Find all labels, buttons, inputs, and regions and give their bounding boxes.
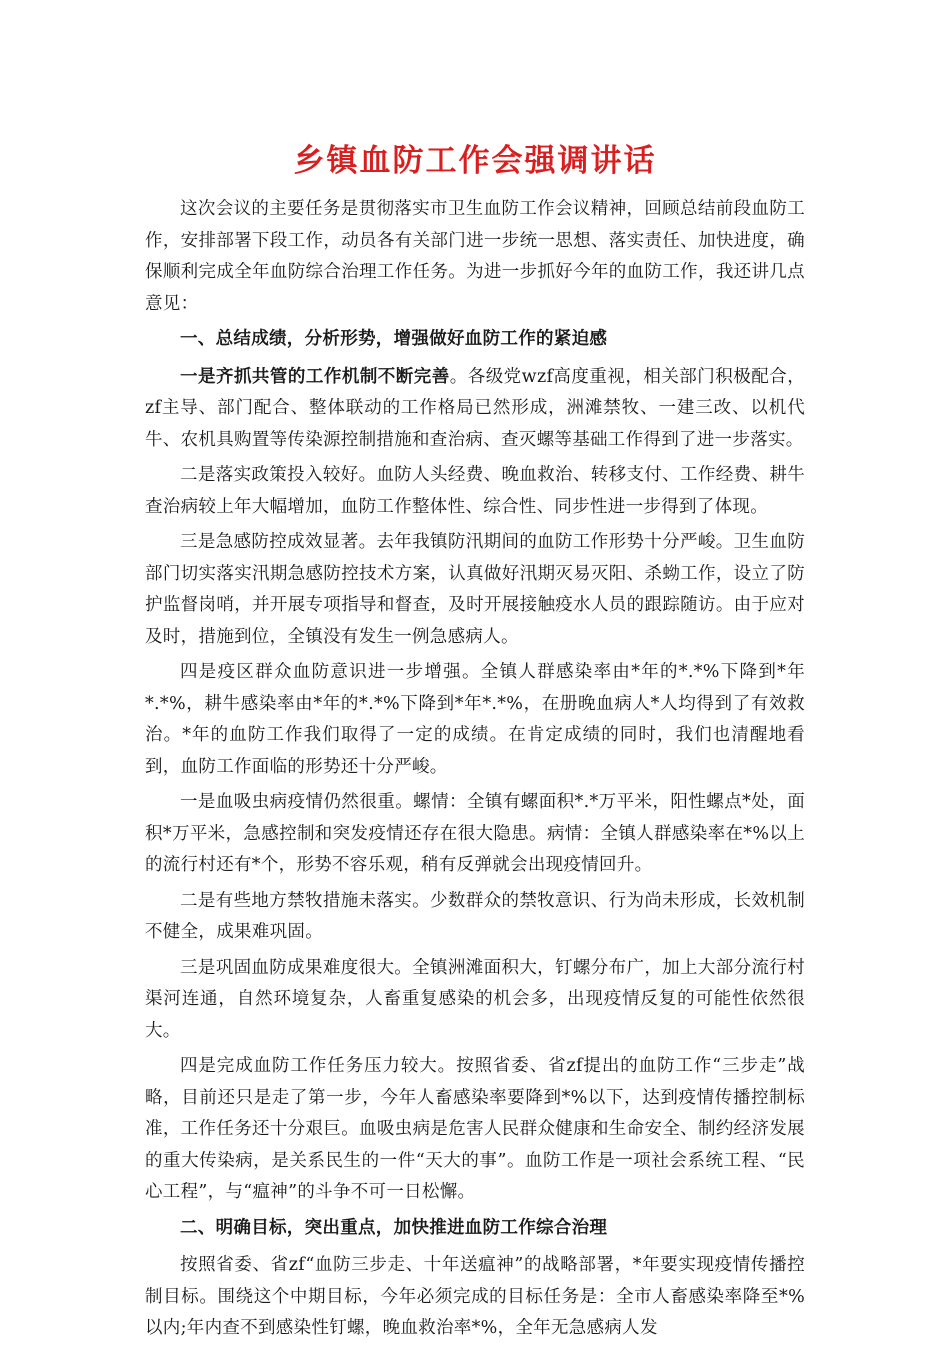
paragraph-targets: 按照省委、省zf“血防三步走、十年送瘟神”的战略部署，*年要实现疫情传播控制目标。围绕这个中期目标，今年必须完成的目标任务是：全市人畜感染率降至*%以内;年内查不到感染性钉螺，晚血救治率*%，全年无急感病人发 [145,1255,805,1338]
paragraph-acute-infection-control: 三是急感防控成效显著。去年我镇防汛期间的血防工作形势十分严峻。卫生血防部门切实落实汛期急感防控技术方案，认真做好汛期灭易灭阳、杀蚴工作，设立了防护监督岗哨，并开展专项指导和督查，及时开展接触疫水人员的跟踪随访。由于应对及时，措施到位，全镇没有发生一例急感病人。 [145,532,805,647]
document-title: 乡镇血防工作会强调讲话 [293,143,657,179]
paragraph-consolidation-difficulty: 三是巩固血防成果难度很大。全镇洲滩面积大，钉螺分布广，加上大部分流行村渠河连通，自然环境复杂，人畜重复感染的机会多，出现疫情反复的可能性依然很大。 [145,957,805,1041]
paragraph-epidemic-situation: 一是血吸虫病疫情仍然很重。螺情：全镇有螺面积*.*万平米，阳性螺点*处，面积*万平米，急感控制和突发疫情还存在很大隐患。病情：全镇人群感染率在*%以上的流行村还有*个，形势不容乐观，稍有反弹就会出现疫情回升。 [145,792,805,875]
section-heading-2: 二、明确目标，突出重点，加快推进血防工作综合治理 [180,1217,608,1238]
intro-paragraph: 这次会议的主要任务是贯彻落实市卫生血防工作会议精神，回顾总结前段血防工作，安排部署下段工作，动员各有关部门进一步统一思想、落实责任、加快进度，确保顺利完成全年血防综合治理工作任务。为进一步抓好今年的血防工作，我还讲几点意见： [145,199,805,314]
paragraph-mechanism [145,362,805,457]
paragraph-task-pressure: 四是完成血防工作任务压力较大。按照省委、省zf提出的血防工作“三步走”战略，目前还只是走了第一步，今年人畜感染率要降到*%以下，达到疫情传播控制标准，工作任务还十分艰巨。血吸虫病是危害人民群众健康和生命安全、制约经济发展的重大传染病，是关系民生的一件“天大的事”。血防工作是一项社会系统工程、“民心工程”，与“瘟神”的斗争不可一日松懈。 [145,1056,805,1202]
document-body [145,136,805,1349]
paragraph-lead-text: 一是齐抓共管的工作机制不断完善 [180,366,450,387]
section-heading-1: 一、总结成绩，分析形势，增强做好血防工作的紧迫感 [180,329,608,349]
paragraph-grazing-ban: 二是有些地方禁牧措施未落实。少数群众的禁牧意识、行为尚未形成，长效机制不健全，成果难巩固。 [145,890,805,942]
paragraph-awareness: 四是疫区群众血防意识进一步增强。全镇人群感染率由*年的*.*%下降到*年*.*%，耕牛感染率由*年的*.*%下降到*年*.*%，在册晚血病人*人均得到了有效救治。*年的血防工作我们取得了一定的成绩。在肯定成绩的同时，我们也清醒地看到，血防工作面临的形势还十分严峻。 [145,662,805,777]
paragraph-body-text: 。各级党wzf高度重视，相关部门积极配合，zf主导、部门配合、整体联动的工作格局已然形成，洲滩禁牧、一建三改、以机代牛、农机具购置等传染源控制措施和查治病、查灭螺等基础工作得到了进一步落实。 [145,366,805,450]
paragraph-policy-investment: 二是落实政策投入较好。血防人头经费、晚血救治、转移支付、工作经费、耕牛查治病较上年大幅增加，血防工作整体性、综合性、同步性进一步得到了体现。 [145,465,805,517]
